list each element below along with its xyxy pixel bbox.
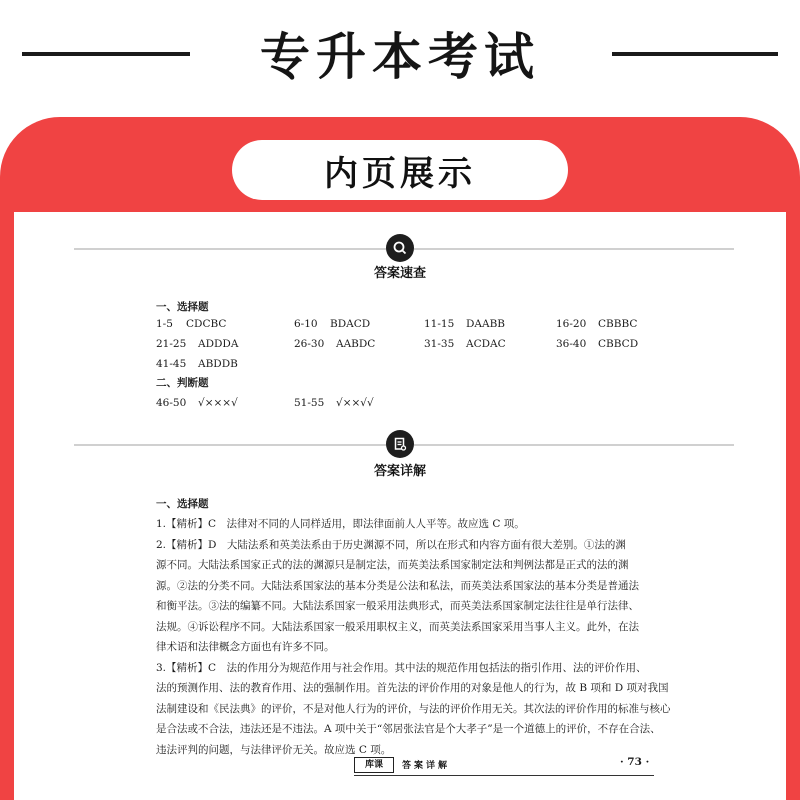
- explanation-line: 源不同。大陆法系国家正式的法的渊源只是制定法，而英美法系国家制定法和判例法都是正式的法的渊: [156, 559, 629, 571]
- answer-value: √××√√: [336, 397, 374, 409]
- badge-label: 内页展示: [324, 153, 476, 194]
- publisher-logo: 库课: [354, 757, 394, 773]
- explanation-line: 法的预测作用、法的教育作用、法的强制作用。首先法的评价作用的对象是他人的行为，故 B 项和 D 项对我国: [156, 682, 669, 694]
- answer-value: CDCBC: [186, 318, 227, 330]
- detailed-answers-title: 答案详解: [373, 464, 426, 479]
- answer-value: BDACD: [330, 318, 371, 330]
- section-badge: [232, 140, 568, 200]
- explanation-line: 是合法或不合法，违法还是不违法。A 项中关于“邻居张法官是个大孝子”是一个道德上的评价，不存在合法、: [156, 723, 661, 735]
- page-footer: [354, 755, 654, 775]
- answer-value: DAABB: [466, 318, 506, 330]
- explanation-line: 2.【精析】D 大陆法系和英美法系由于历史渊源不同，所以在形式和内容方面有很大差别。①法的渊: [156, 538, 626, 551]
- section-header-detail: [14, 408, 786, 450]
- section-header-quick: [14, 212, 786, 254]
- answer-range: 11-15: [424, 318, 455, 330]
- answer-range: 51-55: [294, 397, 325, 409]
- explanation-line: 1.【精析】C 法律对不同的人同样适用，即法律面前人人平等。故应选 C 项。: [156, 518, 525, 530]
- answer-value: AABDC: [336, 338, 376, 350]
- explanation-line: 律术语和法律概念方面也有许多不同。: [156, 641, 335, 653]
- header-rule-right: [612, 52, 778, 56]
- quick-answers-title: 答案速查: [373, 266, 426, 281]
- answer-range: 26-30: [294, 338, 325, 350]
- answer-range: 16-20: [556, 318, 587, 330]
- explanation-line: 3.【精析】C 法的作用分为规范作用与社会作用。其中法的规范作用包括法的指引作用、法的评价作用、: [156, 661, 647, 674]
- answer-range: 36-40: [556, 338, 587, 350]
- answer-range: 46-50: [156, 397, 187, 409]
- explanation-line: 和衡平法。③法的编纂不同。大陆法系国家一般采用法典形式，而英美法系国家制定法往往是单行法律、: [156, 600, 639, 612]
- answer-value: √×××√: [198, 397, 238, 409]
- answer-value: ABDDB: [198, 358, 238, 370]
- judge-heading: 二、判断题: [156, 377, 209, 389]
- answer-value: CBBCD: [598, 338, 639, 350]
- explanation-text: [156, 514, 671, 760]
- search-icon: [386, 234, 414, 262]
- answer-value: CBBBC: [598, 318, 638, 330]
- footer-rule: [354, 775, 654, 776]
- detail-heading: 一、选择题: [156, 498, 209, 510]
- explanation-line: 法制建设和《民法典》的评价，不是对他人行为的评价，与法的评价作用无关。其次法的评价作用的标准与核心: [156, 702, 671, 715]
- explanation-line: 违法评判的问题，与法律评价无关。故应选 C 项。: [156, 743, 392, 756]
- explanation-line: 源。②法的分类不同。大陆法系国家法的基本分类是公法和私法，而英美法系国家法的基本分类是普通法: [156, 579, 639, 592]
- answer-value: ADDDA: [198, 338, 239, 350]
- header-rule-left: [22, 52, 190, 56]
- book-page: [14, 212, 786, 800]
- choice-heading: 一、选择题: [156, 301, 209, 313]
- page-number: · 73 ·: [620, 756, 650, 768]
- answer-range: 6-10: [294, 318, 318, 330]
- page-title: 专升本考试: [260, 28, 540, 86]
- page-header: [0, 18, 800, 88]
- answer-range: 21-25: [156, 338, 187, 350]
- footer-label: 答案详解: [402, 761, 451, 771]
- explanation-line: 法规。④诉讼程序不同。大陆法系国家一般采用职权主义，而英美法系国家采用当事人主义。此外，在法: [156, 620, 639, 633]
- answer-range: 1-5: [156, 318, 173, 330]
- answer-value: ACDAC: [466, 338, 506, 350]
- answer-range: 31-35: [424, 338, 455, 350]
- document-icon: [386, 430, 414, 458]
- answer-range: 41-45: [156, 358, 187, 370]
